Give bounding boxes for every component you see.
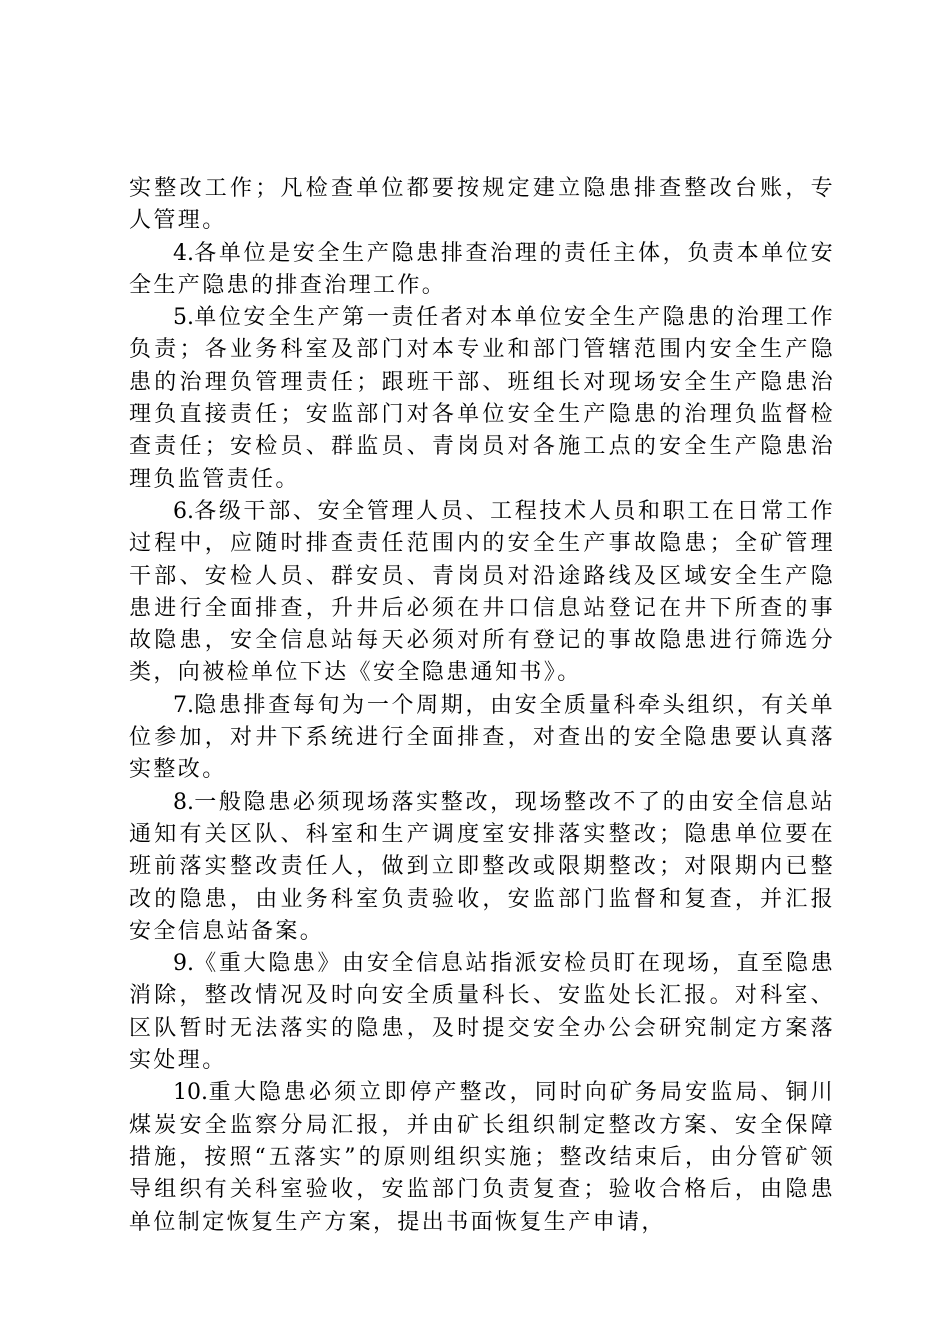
paragraph-item-4	[129, 238, 835, 303]
paragraph-text: 各级干部、安全管理人员、工程技术人员和职工在日常工作过程中，应随时排查责任范围内的安全生产事故隐患；全矿管理干部、安检人员、群安员、青岗员对沿途路线及区域安全生产隐患进行全面排查，升井后必须在井口信息站登记在井下所查的事故隐患，安全信息站每天必须对所有登记的事故隐患进行筛选分类，向被检单位下达《安全隐患通知书》。	[129, 498, 835, 686]
paragraph-item-9	[129, 948, 835, 1077]
paragraph-number: 7.	[173, 692, 194, 718]
paragraph-text: 重大隐患必须立即停产整改，同时向矿务局安监局、铜川煤炭安全监察分局汇报，并由矿长组织制定整改方案、安全保障措施，按照“五落实”的原则组织实施；整改结束后，由分管矿领导组织有关科室验收，安监部门负责复查；验收合格后，由隐患单位制定恢复生产方案，提出书面恢复生产申请，	[129, 1080, 835, 1235]
paragraph-text: 单位安全生产第一责任者对本单位安全生产隐患的治理工作负责；各业务科室及部门对本专业和部门管辖范围内安全生产隐患的治理负管理责任；跟班干部、班组长对现场安全生产隐患治理负直接责任；安监部门对各单位安全生产隐患的治理负监督检查责任；安检员、群监员、青岗员对各施工点的安全生产隐患治理负监管责任。	[129, 305, 835, 492]
paragraph-item-8	[129, 787, 835, 948]
paragraph-number: 9.	[173, 951, 194, 977]
paragraph-item-5	[129, 302, 835, 496]
paragraph-number: 8.	[173, 789, 194, 815]
paragraph-item-7	[129, 690, 835, 787]
paragraph-item-10	[129, 1077, 835, 1238]
paragraph-number: 5.	[173, 305, 194, 331]
paragraph-text: 隐患排查每旬为一个周期，由安全质量科牵头组织，有关单位参加，对井下系统进行全面排查，对查出的安全隐患要认真落实整改。	[129, 692, 835, 783]
paragraph-text: 实整改工作；凡检查单位都要按规定建立隐患排查整改台账，专人管理。	[129, 176, 835, 234]
paragraph-number: 6.	[173, 498, 194, 524]
paragraph-text: 《重大隐患》由安全信息站指派安检员盯在现场，直至隐患消除，整改情况及时向安全质量科长、安监处长汇报。对科室、区队暂时无法落实的隐患，及时提交安全办公会研究制定方案落实处理。	[129, 951, 835, 1074]
paragraph-continued	[129, 173, 835, 238]
paragraph-number: 4.	[173, 240, 194, 266]
paragraph-item-6	[129, 496, 835, 690]
paragraph-text: 各单位是安全生产隐患排查治理的责任主体，负责本单位安全生产隐患的排查治理工作。	[129, 240, 835, 298]
paragraph-text: 一般隐患必须现场落实整改，现场整改不了的由安全信息站通知有关区队、科室和生产调度室安排落实整改；隐患单位要在班前落实整改责任人，做到立即整改或限期整改；对限期内已整改的隐患，由业务科室负责验收，安监部门监督和复查，并汇报安全信息站备案。	[129, 789, 835, 944]
document-body	[129, 173, 835, 1239]
paragraph-number: 10.	[173, 1080, 208, 1106]
